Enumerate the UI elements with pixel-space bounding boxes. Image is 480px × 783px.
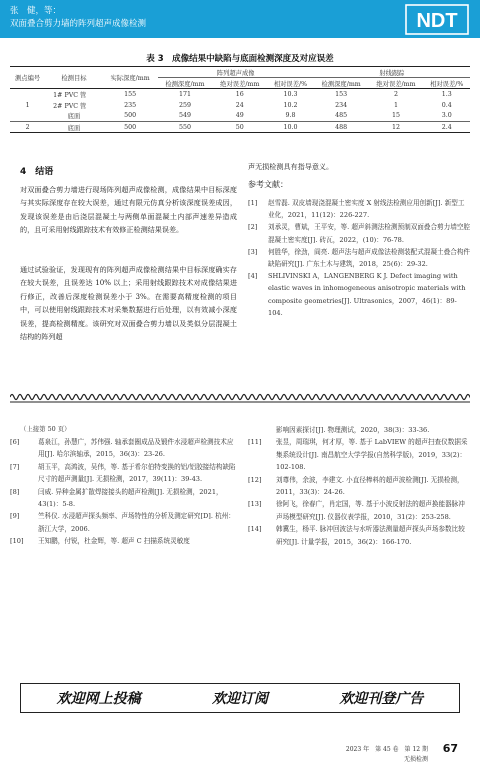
footer-journal: 无损检测 xyxy=(403,756,428,763)
reference-item: [14] 韩冀生，杨平. 脉冲回波法与水听器法测量超声探头声场参数比较研究[J]. 计量学报，2015，36(2)：166-170. xyxy=(248,525,465,546)
reference-item: [10] 王知鹏，付锐，杜金辉，等. 超声 C 扫描系统灵敏度 xyxy=(10,537,190,546)
reference-list-top xyxy=(248,197,470,319)
header-authors: 张 健，等： xyxy=(10,6,62,16)
sub-header-depth: 检测深度/mm xyxy=(314,78,369,89)
table-caption: 表 3 成像结果中缺陷与底面检测深度及对应误差 xyxy=(146,54,334,64)
col-header-target: 检测目标 xyxy=(45,67,103,89)
references-heading: 参考文献： xyxy=(248,180,288,189)
banner-submit: 欢迎网上投稿 xyxy=(56,691,141,707)
table-row: 2 底面 500 550 50 10.0 488 12 2.4 xyxy=(10,122,470,133)
sub-header-depth: 检测深度/mm xyxy=(158,78,213,89)
reference-item: [3] 何胜华，徐劲，阎亮. 超声法与超声成像法检测装配式混凝土叠合构件缺陷研究[J]. 广东土木与建筑，2018，25(6)：29-32. xyxy=(248,247,471,269)
conclusion-paragraph-continued: 声无损检测具有指导意义。 xyxy=(248,162,334,171)
sub-header-rel: 相对误差/% xyxy=(267,78,314,89)
wave-divider xyxy=(10,390,470,404)
reference-item: [2] 刘承灵，曹斌，王平安，等. 超声斜测法检测预制双面叠合剪力墙空腔混凝土密实度[J]. 砖瓦，2022，(10)：76-78. xyxy=(248,223,471,244)
reference-item: [13] 徐阿飞，徐春广，肖定国，等. 基于小波反射法的超声换能器脉冲声场模型研究[J]. 仪器仪表学报，2010，31(2)：253-258. xyxy=(248,500,465,521)
reference-item: [8] 闫威. 异种金属扩散焊接接头的超声检测[J]. 无损检测，2021，43(1)：5-8. xyxy=(10,487,223,509)
reference-item: [12] 刘尊伟，余波，李建文. 小直径棒料的超声波检测[J]. 无损检测，2011，33(3)：24-26. xyxy=(248,475,464,497)
reference-item: [1] 赵雪磊. 双皮墙现浇混凝土密实度 X 射线法检测应用创新[J]. 新型工业化，2021，11(12)：226-227. xyxy=(248,199,465,220)
banner-advertise: 欢迎刊登广告 xyxy=(339,691,424,707)
banner-subscribe: 欢迎订阅 xyxy=(211,691,268,707)
sub-header-abs: 绝对误差/mm xyxy=(369,78,424,89)
continued-note: （上接第 50 页） xyxy=(20,425,71,433)
footer-issue-info xyxy=(346,745,428,765)
reference-list-left xyxy=(10,436,238,548)
conclusion-paragraph-1: 对双面叠合剪力墙进行现场阵列超声成像检测，成像结果中目标深度与其实际深度存在较大误差，通过有限元仿真分析该深度误差成因，发现该误差是由后浇层混凝土与两侧单面混凝土内部声速差异造成的，且可采用射线跟踪技术有效修正检测结果误差。 xyxy=(20,185,237,235)
col-header-actual: 实际深度/mm xyxy=(103,67,158,89)
reference-item: 影响因素探讨[J]. 物理测试，2020，38(3)：33-36. xyxy=(276,426,430,434)
results-table xyxy=(10,66,470,133)
group-header-array: 阵列超声成像 xyxy=(158,67,314,78)
reference-list-right xyxy=(248,424,470,548)
page-header xyxy=(0,0,480,38)
section-heading: 4 结语 xyxy=(20,167,54,177)
table-row: 底面 500 549 49 9.8 485 15 3.0 xyxy=(10,111,470,122)
group-header-ray: 射线跟踪 xyxy=(314,67,470,78)
col-header-id: 测点编号 xyxy=(10,67,45,89)
reference-item: [11] 张昱，周瑞琪，何才厚，等. 基于 LabVIEW 的超声扫查仪数据采集系统设计[J]. 南昌航空大学学报(自然科学版)，2019，33(2)：102-108. xyxy=(248,438,468,472)
logo-text: NDT xyxy=(416,10,458,32)
header-title: 双面叠合剪力墙的阵列超声成像检测 xyxy=(10,19,147,29)
sub-header-abs: 绝对误差/mm xyxy=(212,78,267,89)
page-number: 67 xyxy=(442,742,458,755)
table-row: 2# PVC 管 235 259 24 10.2 234 1 0.4 xyxy=(53,101,452,110)
table-row: 1 1# PVC 管 155 171 16 10.3 153 2 1.3 xyxy=(25,90,452,109)
sub-header-rel: 相对误差/% xyxy=(423,78,470,89)
reference-item: [9] 竺科仪. 水浸超声探头频率、声场特性的分析及测定研究[D]. 杭州：浙江大学，2006. xyxy=(10,512,235,533)
conclusion-paragraph-2: 通过试验验证，发现现有的阵列超声成像检测结果中目标深度确实存在较大误差，且误差达 10% 以上；采用射线跟踪技术对成像结果进行修正，改善后深度检测误差小于 3%。在需要高精度检测的项目中，可以使用射线跟踪技术对采集数据进行后处理，以有效减小深度误差，提高检测精度。该研究对双面叠合剪力墙以及类似分层混凝土结构的阵列超 xyxy=(20,265,237,342)
ndt-logo xyxy=(404,3,470,36)
reference-item: [4] SHLIVINSKI A，LANGENBERG K J. Defect imaging with elastic waves in inhomogeneous anisotropic materials with composite geometries[J]. Ultrasonics，2007，46(1)：89-104. xyxy=(248,272,466,317)
reference-item: [7] 胡玉平，高鸿波，吴伟，等. 基于希尔伯特变换的铝/铝胶接结构缺陷尺寸的超声测量[J]. 无损检测，2017，39(11)：39-43. xyxy=(10,462,236,484)
reference-item: [6] 葛泉江，孙慧广，苏伟强. 轴承套圈成品及锻件水浸超声检测技术应用[J]. 哈尔滨轴承，2015，36(3)：23-26. xyxy=(10,438,234,459)
promo-banner xyxy=(20,683,460,713)
footer-issue: 2023 年 第 45 卷 第 12 期 xyxy=(345,746,428,753)
